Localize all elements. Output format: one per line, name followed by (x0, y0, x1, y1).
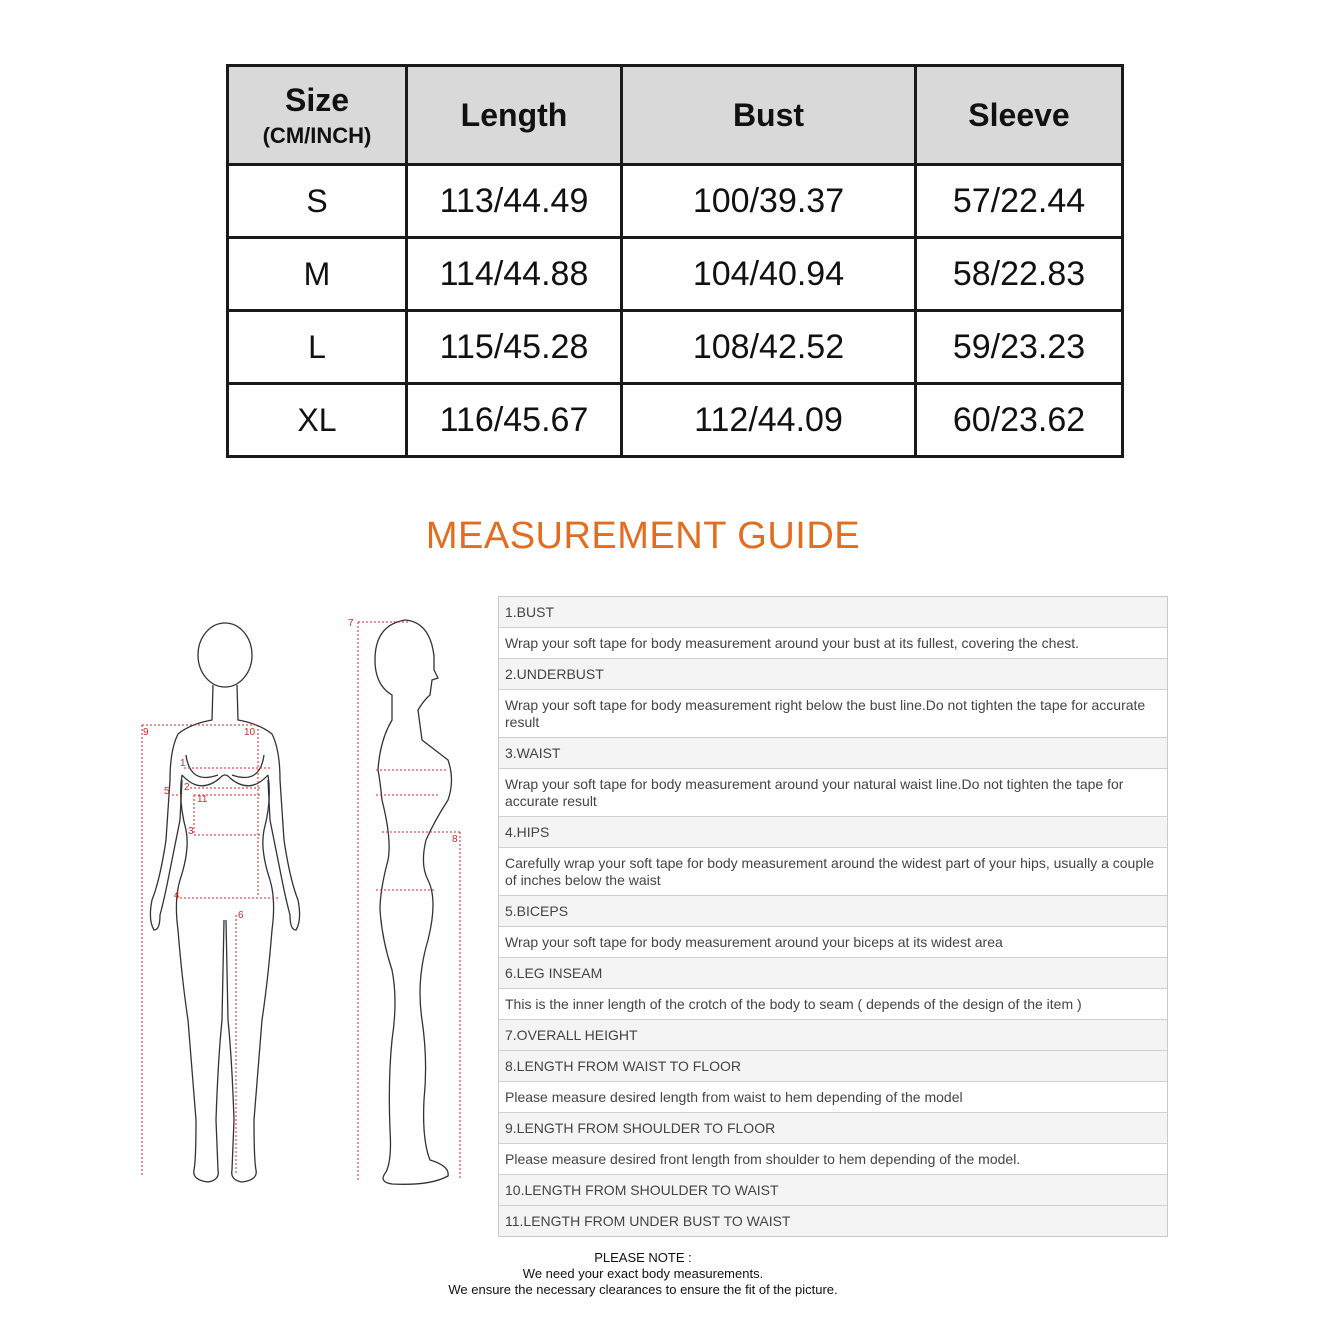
note-title: PLEASE NOTE : (594, 1250, 692, 1265)
header-sleeve: Sleeve (916, 66, 1123, 165)
marker-8: 8 (452, 834, 458, 845)
guide-heading: 6.LEG INSEAM (499, 957, 1167, 988)
side-figure (375, 620, 452, 1184)
marker-3: 3 (188, 826, 194, 837)
guide-description: Wrap your soft tape for body measurement around your biceps at its widest area (499, 926, 1167, 957)
size-row (228, 165, 1123, 238)
marker-2: 2 (184, 782, 190, 793)
cell-length: 113/44.49 (407, 165, 622, 238)
measurement-guide-list (498, 596, 1168, 1237)
marker-11: 11 (197, 794, 208, 805)
measurement-guide-title: MEASUREMENT GUIDE (425, 515, 861, 557)
guide-heading: 8.LENGTH FROM WAIST TO FLOOR (499, 1050, 1167, 1081)
cell-sleeve: 57/22.44 (916, 165, 1123, 238)
cell-length: 116/45.67 (407, 384, 622, 457)
size-row (228, 311, 1123, 384)
cell-sleeve: 60/23.62 (916, 384, 1123, 457)
note-line: We need your exact body measurements. (522, 1266, 764, 1281)
note-line: We ensure the necessary clearances to ensure the fit of the picture. (448, 1282, 838, 1297)
cell-size: XL (228, 384, 407, 457)
guide-heading: 11.LENGTH FROM UNDER BUST TO WAIST (499, 1205, 1167, 1236)
marker-5: 5 (164, 786, 170, 797)
guide-description: Please measure desired front length from shoulder to hem depending of the model. (499, 1143, 1167, 1174)
size-row (228, 238, 1123, 311)
cell-length: 114/44.88 (407, 238, 622, 311)
guide-heading: 7.OVERALL HEIGHT (499, 1019, 1167, 1050)
guide-description: Wrap your soft tape for body measurement right below the bust line.Do not tighten the tape for accurate result (499, 689, 1167, 737)
guide-description: Carefully wrap your soft tape for body measurement around the widest part of your hips, usually a couple of inches below the waist (499, 847, 1167, 895)
cell-bust: 108/42.52 (622, 311, 916, 384)
header-length: Length (407, 66, 622, 165)
body-measurement-figures (130, 600, 480, 1200)
guide-heading: 1.BUST (499, 597, 1167, 627)
marker-10: 10 (244, 727, 256, 738)
cell-length: 115/45.28 (407, 311, 622, 384)
header-bust: Bust (622, 66, 916, 165)
cell-bust: 100/39.37 (622, 165, 916, 238)
marker-6: 6 (238, 910, 244, 921)
marker-1: 1 (180, 758, 186, 769)
guide-heading: 10.LENGTH FROM SHOULDER TO WAIST (499, 1174, 1167, 1205)
guide-description: Wrap your soft tape for body measurement around your bust at its fullest, covering the chest. (499, 627, 1167, 658)
guide-description: This is the inner length of the crotch of the body to seam ( depends of the design of the item ) (499, 988, 1167, 1019)
header-size-unit: (CM/INCH) (262, 122, 372, 148)
header-size-label: Size (284, 81, 350, 118)
guide-heading: 3.WAIST (499, 737, 1167, 768)
header-size (228, 66, 407, 165)
guide-heading: 5.BICEPS (499, 895, 1167, 926)
marker-4: 4 (174, 890, 180, 901)
size-row (228, 384, 1123, 457)
cell-size: S (228, 165, 407, 238)
size-chart-table (226, 64, 1124, 458)
guide-description: Wrap your soft tape for body measurement around your natural waist line.Do not tighten the tape for accurate result (499, 768, 1167, 816)
cell-sleeve: 58/22.83 (916, 238, 1123, 311)
guide-description: Please measure desired length from waist to hem depending of the model (499, 1081, 1167, 1112)
cell-bust: 104/40.94 (622, 238, 916, 311)
marker-7: 7 (348, 618, 354, 629)
cell-sleeve: 59/23.23 (916, 311, 1123, 384)
guide-heading: 4.HIPS (499, 816, 1167, 847)
cell-size: M (228, 238, 407, 311)
cell-size: L (228, 311, 407, 384)
cell-bust: 112/44.09 (622, 384, 916, 457)
please-note (0, 1250, 1286, 1298)
size-chart-header-row (228, 66, 1123, 165)
guide-heading: 2.UNDERBUST (499, 658, 1167, 689)
front-figure (150, 623, 299, 1182)
guide-heading: 9.LENGTH FROM SHOULDER TO FLOOR (499, 1112, 1167, 1143)
marker-9: 9 (143, 727, 149, 738)
